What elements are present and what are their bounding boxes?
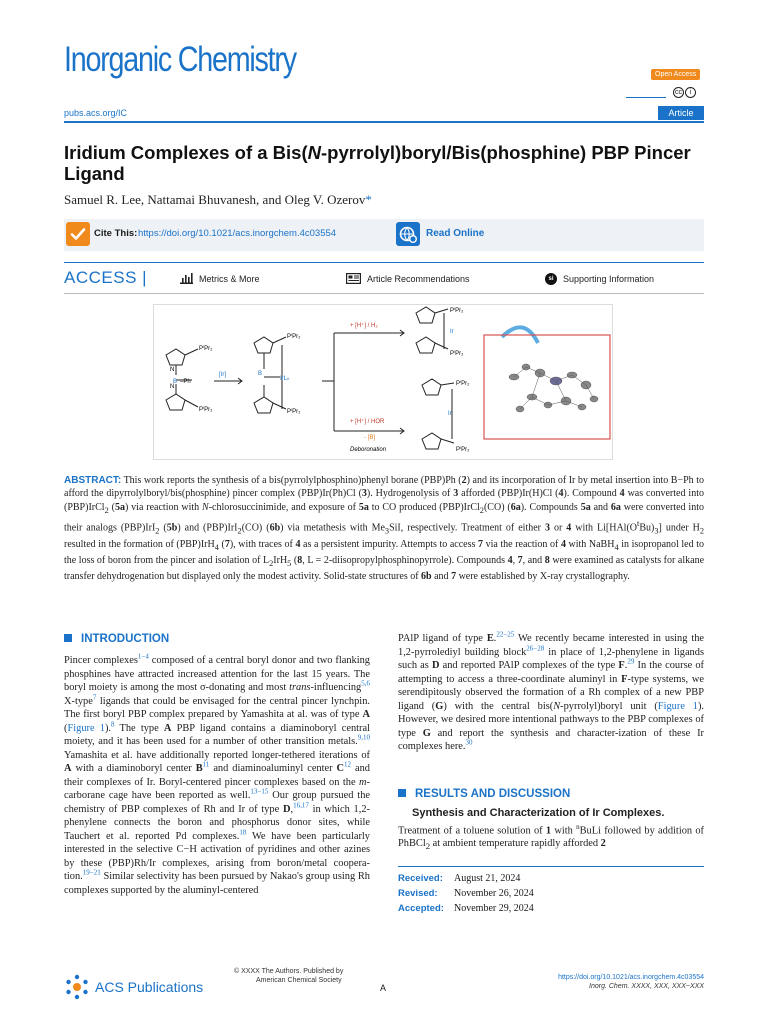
acs-publications-logo[interactable] — [64, 974, 203, 1000]
cc-divider — [626, 97, 666, 98]
abstract-text: Bu) — [639, 522, 655, 534]
abstract-text: ). Compounds — [520, 501, 581, 513]
abstract-text: or — [549, 522, 567, 534]
body-text: and their complexes of Ir. Boryl-centered pincer complexes based on the — [64, 763, 370, 788]
acs-publications-text: ACS Publications — [95, 979, 204, 995]
abstract-text: ), with traces of — [229, 538, 296, 550]
compound-number: 4 — [566, 522, 572, 534]
compound-number: 1 — [545, 824, 552, 836]
body-text: composed of a central boryl donor and two flanking phosphines have attracted increased attention for the last 15 years. The boryl moiety is among the most σ-donating and most — [64, 655, 371, 693]
cc-icon: cc — [675, 89, 682, 96]
body-text: -pyrrolyl)boryl unit ( — [560, 700, 658, 712]
toc-pipr: PⁱPr₂ — [287, 334, 301, 340]
recommendations-label: Article Recommendations — [367, 273, 470, 284]
compound-number: 4 — [560, 538, 566, 550]
abstract-text: ) via reaction with — [124, 501, 203, 513]
abstract-text: , — [512, 554, 518, 566]
subscript: 2 — [425, 841, 431, 852]
revised-label: Revised: — [398, 888, 438, 899]
body-text: In the course of attempting to access a three-coordinate aluminyl in — [398, 660, 705, 685]
compound-number: 5a — [114, 501, 125, 513]
crystal-structure-frame — [484, 335, 610, 439]
introduction-heading — [64, 633, 169, 645]
compound-number: 4 — [558, 488, 564, 500]
compound-number: 7 — [517, 554, 523, 566]
subsection-heading: Synthesis and Characterization of Ir Complexes. — [412, 807, 665, 819]
supporting-info-label: Supporting Information — [563, 274, 655, 284]
ligand-type: A — [64, 763, 72, 774]
abstract-text: and — [590, 501, 611, 513]
abstract-text: This work reports the synthesis of a bis(pyrrolylphosphino)phenyl borane (PBP)Ph ( — [121, 475, 462, 486]
compound-number: 7 — [451, 571, 457, 583]
abstract-text: were converted into their analogs (PBP)IrI — [64, 501, 704, 534]
compound-number: 5a — [358, 501, 369, 513]
reference-link[interactable]: 12 — [344, 760, 352, 769]
complex-7-structure — [416, 307, 448, 353]
revised-row — [398, 886, 704, 901]
metrics-label: Metrics & More — [199, 273, 260, 284]
toc-b: B — [258, 371, 263, 377]
ligand-type: F — [621, 673, 628, 685]
reference-link[interactable]: 19−21 — [82, 868, 101, 877]
abstract-text: IrH — [273, 554, 288, 566]
toc-pipr: PⁱPr₂ — [450, 308, 464, 314]
ligand-type: A — [362, 709, 370, 720]
italic-text: N — [202, 501, 209, 513]
body-text: Our group pursued the chemistry of PBP complexes of Rh and Ir of type — [64, 790, 370, 815]
introduction-body — [64, 654, 370, 897]
subscript: 2 — [479, 505, 484, 515]
toc-reagent-1: + [H⁺] / H₂ — [350, 323, 378, 329]
copyright-line: © XXXX The Authors. Published by — [234, 968, 344, 975]
compound-number: 3 — [544, 522, 550, 534]
abstract-text: with Li[HAl(O — [571, 522, 638, 534]
compound-number: 7 — [224, 538, 230, 550]
ligand-type: C — [336, 763, 345, 774]
toc-pipr: PⁱPr₂ — [199, 407, 213, 413]
reference-link[interactable]: 16,17 — [293, 801, 309, 810]
abstract-label: ABSTRACT: — [64, 475, 122, 486]
supporting-info-tab[interactable] — [545, 273, 654, 285]
article-list-icon — [346, 273, 361, 284]
abstract-text: to CO produced (PBP)IrCl — [368, 501, 480, 513]
ligand-type: B — [195, 763, 203, 774]
toc-b: B — [173, 379, 178, 385]
body-text: BuLi followed by addition of PhBCl — [398, 824, 705, 850]
body-text: -influencing — [310, 682, 362, 693]
abstract-text: ( — [159, 522, 167, 534]
toc-pipr: PⁱPr₂ — [450, 351, 464, 357]
abstract-text: , and — [522, 554, 545, 566]
publication-dates — [398, 866, 704, 916]
open-access-badge: Open Access — [651, 69, 700, 80]
received-date: August 21, 2024 — [454, 873, 521, 884]
superscript: n — [576, 822, 580, 831]
toc-n: N — [170, 384, 175, 390]
author-names[interactable]: Samuel R. Lee, Nattamai Bhuvanesh, and Oleg V. Ozerov — [64, 192, 366, 207]
right-column-body — [398, 632, 704, 754]
body-text: -carborane cage have been reported as well. — [64, 776, 370, 801]
compound-number: 8 — [297, 554, 303, 566]
compound-number: 4 — [619, 488, 625, 500]
body-text: in place of 1,2-phenylene in ligands such as — [398, 646, 704, 671]
abstract-text: resulted in the formation of (PBP)IrH — [64, 538, 215, 550]
body-text: and reported PAlP complexes of the type — [439, 660, 619, 671]
footer-doi-link[interactable]: https://doi.org/10.1021/acs.inorgchem.4c03554 — [558, 974, 704, 981]
italic-text: m — [359, 776, 367, 788]
toc-deboronation: Deboronation — [350, 447, 387, 453]
compound-number: 2 — [461, 475, 467, 486]
abstract-text: ) via metathesis with Me — [280, 522, 385, 534]
si-icon: si — [545, 273, 557, 285]
results-body — [398, 807, 704, 854]
body-text: We have been particularly interested in the selective C−H activation of pyridines and other azines by these (PBP)Rh/Ir complexes, arising from boron/metal coopera-tion. — [64, 830, 370, 882]
abstract-text: (CO) ( — [483, 501, 511, 513]
copyright-notice — [234, 968, 343, 985]
reference-link[interactable]: 7 — [92, 693, 97, 702]
subscript: 3 — [654, 526, 659, 536]
copyright-line: American Chemical Society — [256, 976, 342, 984]
abstract-text: ). Compound — [563, 488, 620, 500]
subscript: 2 — [155, 526, 160, 536]
subscript: 2 — [104, 505, 109, 515]
acs-hexagon-icon — [64, 974, 90, 1000]
body-text: PBP ligand contains a diaminoboryl central moiety, and it has been used for a number of other transition metals. — [64, 722, 371, 747]
heading-marker — [64, 634, 72, 642]
reference-link[interactable]: 9,10 — [357, 733, 370, 742]
metrics-tab[interactable] — [180, 273, 260, 284]
superscript: t — [637, 518, 640, 528]
reference-link[interactable]: 11 — [202, 760, 210, 769]
abstract — [64, 474, 704, 583]
toc-ph: –Ph — [180, 379, 191, 385]
figure-link[interactable]: Figure 1 — [67, 722, 105, 734]
body-text: ). However, we desired more intentional pathways to the PBP complexes of type — [398, 700, 705, 739]
figure-link[interactable]: Figure 1 — [657, 700, 698, 712]
accepted-row — [398, 901, 704, 916]
access-rule-top — [64, 262, 704, 263]
globe-icon[interactable] — [396, 222, 420, 246]
ligand-type: G — [422, 727, 431, 739]
reference-link[interactable]: 22−25 — [496, 630, 515, 639]
ligand-type: A — [163, 722, 172, 734]
toc-ir-reagent: [Ir] — [219, 372, 226, 378]
accepted-date: November 29, 2024 — [454, 903, 534, 914]
author-list — [64, 192, 372, 208]
reference-link[interactable]: 29 — [627, 657, 635, 666]
abstract-text: were established by X-ray crystallography. — [456, 571, 630, 583]
body-text: The type — [114, 722, 164, 734]
abstract-text: in isopropanol led to the loss of boron from the pincer and isolation of L — [64, 538, 704, 566]
body-text: X-type — [64, 695, 93, 707]
abstract-text: ( — [291, 554, 298, 566]
toc-arrowheads — [400, 330, 404, 434]
body-text: at ambient temperature rapidly afforded — [430, 838, 601, 850]
toc-graphic — [153, 304, 613, 460]
reference-link[interactable]: 26−28 — [526, 644, 545, 653]
journal-site-link[interactable]: pubs.acs.org/IC — [64, 108, 128, 118]
abstract-text: and — [431, 571, 452, 583]
compound-number: 6b — [269, 522, 281, 534]
body-text: PAlP ligand of type — [398, 633, 487, 644]
compound-number: 3 — [453, 488, 459, 500]
abstract-text: ) and (PBP)IrI — [177, 522, 238, 534]
abstract-text: ] under H — [658, 522, 700, 534]
body-text: with — [551, 824, 577, 836]
toc-pipr: PⁱPr₂ — [456, 381, 470, 387]
access-label — [64, 268, 147, 288]
abstract-text: with NaBH — [565, 538, 615, 550]
compound-number: 6a — [610, 501, 621, 513]
abstract-text: , L = 2-diisopropylphosphinopyrrole). Compounds — [302, 554, 508, 566]
abstract-text: ( — [218, 538, 225, 550]
toc-irln: IrLₙ — [280, 376, 290, 382]
abstract-text: (CO) ( — [241, 522, 270, 534]
body-text: with a diaminoboryl center — [71, 763, 196, 774]
body-text: Pincer complexes — [64, 655, 138, 666]
reference-link[interactable]: 1−4 — [137, 652, 149, 661]
ligand-type: D — [431, 660, 440, 671]
introduction-heading-text: INTRODUCTION — [81, 633, 170, 645]
subscript: 3 — [384, 526, 390, 536]
toc-ir: Ir — [448, 411, 452, 417]
reference-link[interactable]: 18 — [239, 828, 247, 837]
body-text: ). — [104, 722, 112, 734]
body-text: ) with the central bis( — [443, 700, 554, 712]
received-row — [398, 871, 704, 886]
compound-number: 3 — [361, 488, 367, 500]
reference-link[interactable]: 13−15 — [250, 787, 269, 796]
crystal-structure-image — [509, 364, 598, 412]
results-heading-text: RESULTS AND DISCUSSION — [415, 788, 571, 800]
abstract-text: were examined as catalysts for alkane transfer dehydrogenation but displayed only the modest activity. Solid-state structures of — [64, 554, 705, 583]
toc-ir: Ir — [450, 329, 454, 335]
ligand-type: E — [486, 633, 494, 644]
abstract-text: ( — [108, 501, 115, 513]
accepted-label: Accepted: — [398, 903, 444, 914]
compound-number: 6b — [421, 571, 432, 583]
attribution-icon: i — [685, 87, 696, 98]
corresponding-author-mark[interactable]: * — [365, 192, 372, 207]
subscript: 2 — [269, 558, 274, 568]
body-text: and report the synthesis and character-ization of these Ir complexes here. — [398, 727, 704, 752]
recommendations-tab[interactable] — [346, 273, 470, 284]
abstract-text: -chlorosuccinimide, and exposure of — [208, 501, 359, 513]
compound-number: 7 — [478, 538, 483, 550]
article-title: Iridium Complexes of a Bis(N-pyrrolyl)boryl/Bis(phosphine) PBP Pincer Ligand — [64, 142, 691, 184]
body-text: in which 1,2-phenylene connects the boron and phosphorus donor sites, while Tauchert et al. reported Pd complexes. — [64, 803, 370, 842]
toc-pipr: PⁱPr₂ — [199, 346, 213, 352]
subscript: 4 — [214, 542, 219, 552]
abstract-text: afforded (PBP)Ir(H)Cl ( — [458, 488, 559, 500]
abstract-text: as a persistent impurity. Attempts to access — [300, 538, 478, 550]
access-rule-bottom — [64, 293, 704, 294]
results-heading — [398, 788, 570, 800]
toc-pipr: PⁱPr₂ — [456, 447, 470, 453]
body-text: Treatment of a toluene solution of — [398, 824, 546, 836]
subscript: 2 — [237, 526, 242, 536]
abstract-text: was converted into (PBP)IrCl — [64, 488, 704, 513]
ligand-type: G — [435, 700, 444, 712]
doi-link[interactable]: https://doi.org/10.1021/acs.inorgchem.4c03554 — [138, 228, 337, 239]
cite-label: Cite This: — [94, 228, 138, 239]
access-divider: | — [142, 268, 148, 287]
compound-number: 4 — [295, 538, 301, 550]
cite-check-icon — [66, 222, 90, 246]
bar-chart-icon — [180, 273, 193, 284]
body-text: Yamashita et al. have additionally reported longer-tethered iterations of — [64, 749, 370, 761]
subscript: 5 — [287, 558, 292, 568]
subscript: 2 — [699, 526, 704, 536]
body-text: and diaminoaluminyl center — [209, 763, 337, 774]
toc-reagent-2: + [H⁺] / HOR — [350, 419, 385, 425]
access-text: ACCESS — [64, 268, 137, 287]
page-number: A — [380, 983, 387, 993]
toc-boron-loss: - [B] — [364, 435, 376, 441]
read-online-link[interactable]: Read Online — [426, 228, 485, 239]
body-text: ligands that could be envisaged for the central pincer lynchpin. The first boryl PBP complex prepared by Yamashita at al. was of type — [64, 695, 370, 720]
ligand-type: D — [282, 803, 291, 815]
article-type-badge: Article — [658, 106, 704, 120]
abstract-text: ). Hydrogenolysis of — [366, 488, 454, 500]
compound-number: 5a — [580, 501, 591, 513]
compound-number: 4 — [507, 554, 513, 566]
abstract-text: ) and its incorporation of Ir by metal insertion into B−Ph to afford the dipyrrolylboryl/bis(phosphine) pincer complex (PBP)Ir(Ph)Cl ( — [64, 475, 704, 500]
toc-branch-lines — [322, 333, 404, 431]
italic-text: N — [553, 700, 561, 712]
reference-link[interactable]: 8 — [111, 720, 115, 729]
header-rule — [64, 121, 704, 123]
toc-n: N — [170, 367, 175, 373]
journal-title: Inorganic Chemistry — [64, 40, 296, 79]
body-text: We recently became interested in using the 1,2-pyrrolediyl building block — [398, 633, 705, 658]
body-text: . — [493, 633, 497, 644]
subscript: 4 — [614, 542, 619, 552]
creative-commons-icon — [673, 87, 696, 98]
abstract-text: via the reaction of — [483, 538, 561, 550]
revised-date: November 26, 2024 — [454, 888, 534, 899]
footer-citation: Inorg. Chem. XXXX, XXX, XXX−XXX — [589, 983, 704, 990]
body-text: ( — [64, 722, 68, 734]
ligand-type: F — [618, 660, 625, 671]
heading-marker — [398, 789, 406, 797]
body-text: , — [290, 803, 294, 815]
compound-number: 8 — [544, 554, 550, 566]
compound-number: 5b — [166, 522, 178, 534]
reference-link[interactable]: 30 — [465, 738, 473, 747]
body-text: -type systems, we serendipitously observed the formation of a Rh complex of a new PBP ligand ( — [398, 673, 705, 712]
compound-number: 6a — [510, 501, 521, 513]
received-label: Received: — [398, 873, 443, 884]
compound-number: 2 — [600, 838, 606, 850]
abstract-text: SiI, respectively. Treatment of either — [389, 522, 545, 534]
italic-text: trans — [289, 682, 311, 693]
toc-pipr: PⁱPr₂ — [287, 409, 301, 415]
body-text: Similar selectivity has been pursued by Nakao's group using Rh complexes supported by the aluminyl-centered — [64, 871, 370, 896]
reference-link[interactable]: 5,6 — [361, 679, 370, 688]
body-text: . — [624, 660, 628, 671]
